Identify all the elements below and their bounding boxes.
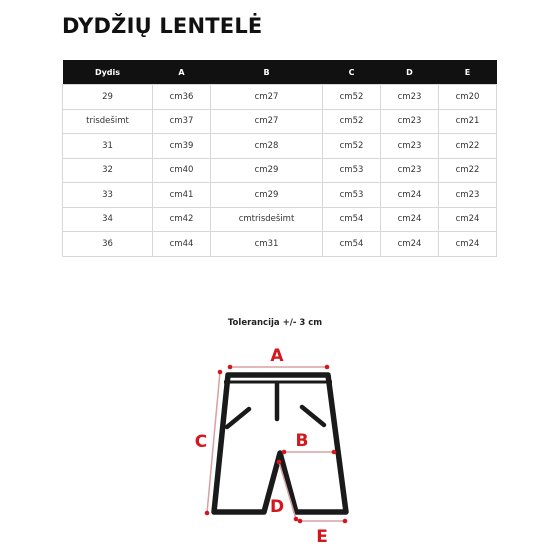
table-cell: cm28 <box>211 134 323 159</box>
tolerance-note: Tolerancija +/- 3 cm <box>227 318 323 328</box>
table-cell: cm23 <box>439 183 497 208</box>
table-cell: cm37 <box>153 109 211 134</box>
table-cell: cmtrisdešimt <box>211 207 323 232</box>
table-cell: cm39 <box>153 134 211 159</box>
table-cell: trisdešimt <box>63 109 153 134</box>
table-cell: cm36 <box>153 85 211 110</box>
table-cell: cm23 <box>381 158 439 183</box>
table-cell: cm42 <box>153 207 211 232</box>
table-cell: cm44 <box>153 232 211 257</box>
table-cell: cm24 <box>439 232 497 257</box>
table-cell: 32 <box>63 158 153 183</box>
shorts-outline <box>214 375 346 512</box>
table-cell: cm20 <box>439 85 497 110</box>
table-cell: cm27 <box>211 109 323 134</box>
label-a: A <box>270 346 284 366</box>
table-cell: cm31 <box>211 232 323 257</box>
table-cell: cm53 <box>323 158 381 183</box>
table-cell: cm52 <box>323 109 381 134</box>
table-cell: cm40 <box>153 158 211 183</box>
header-e: E <box>439 60 497 85</box>
label-b: B <box>295 431 309 451</box>
table-cell: cm53 <box>323 183 381 208</box>
table-cell: cm22 <box>439 134 497 159</box>
table-cell: cm24 <box>381 183 439 208</box>
header-a: A <box>153 60 211 85</box>
table-cell: cm52 <box>323 134 381 159</box>
page-title: DYDŽIŲ LENTELĖ <box>62 14 263 38</box>
table-cell: cm54 <box>323 232 381 257</box>
header-c: C <box>323 60 381 85</box>
table-cell: cm29 <box>211 158 323 183</box>
table-cell: cm23 <box>381 134 439 159</box>
table-cell: 29 <box>63 85 153 110</box>
table-cell: cm21 <box>439 109 497 134</box>
table-cell: 34 <box>63 207 153 232</box>
header-d: D <box>381 60 439 85</box>
table-cell: cm27 <box>211 85 323 110</box>
table-cell: cm24 <box>381 232 439 257</box>
table-cell: cm23 <box>381 85 439 110</box>
table-cell: cm29 <box>211 183 323 208</box>
label-e: E <box>316 527 328 547</box>
label-d: D <box>269 497 285 517</box>
table-cell: cm41 <box>153 183 211 208</box>
table-cell: 31 <box>63 134 153 159</box>
dimension-e <box>298 519 348 547</box>
table-cell: 33 <box>63 183 153 208</box>
table-cell: cm24 <box>439 207 497 232</box>
header-size: Dydis <box>63 60 153 85</box>
table-cell: 36 <box>63 232 153 257</box>
label-c: C <box>194 432 208 452</box>
table-cell: cm23 <box>381 109 439 134</box>
table-cell: cm54 <box>323 207 381 232</box>
table-cell: cm22 <box>439 158 497 183</box>
dimension-a <box>228 346 330 369</box>
table-cell: cm24 <box>381 207 439 232</box>
header-b: B <box>211 60 323 85</box>
table-cell: cm52 <box>323 85 381 110</box>
